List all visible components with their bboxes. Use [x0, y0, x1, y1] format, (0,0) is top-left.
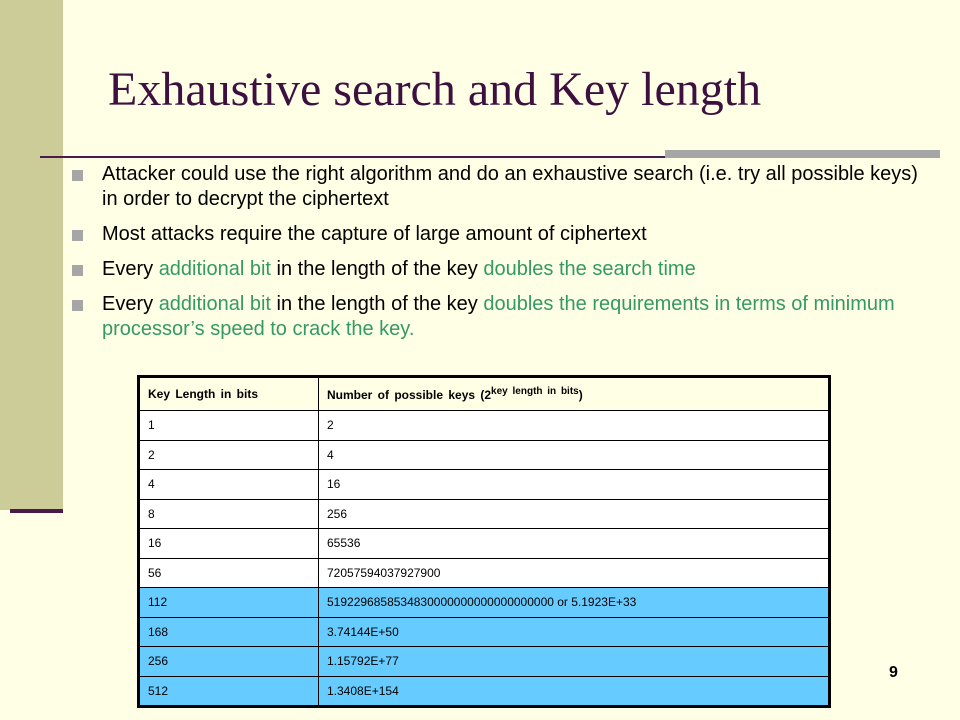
header-exponent: key length in bits [491, 386, 579, 397]
bullet-text: in the length of the key [271, 258, 484, 280]
cell-key-length: 512 [140, 676, 319, 706]
cell-possible-keys: 1.15792E+77 [319, 647, 829, 677]
cell-key-length: 8 [140, 499, 319, 529]
cell-key-length: 56 [140, 558, 319, 588]
bullet-text: Every [102, 293, 159, 315]
bullet-item [72, 162, 932, 212]
bullet-square-icon [72, 230, 83, 241]
cell-key-length: 4 [140, 470, 319, 500]
slide-title: Exhaustive search and Key length [108, 63, 762, 116]
bullet-text: Attacker could use the right algorithm and do an exhaustive search (i.e. try all possible keys) in order to decrypt the ciphertext [102, 163, 918, 210]
bullet-highlight-text: additional bit [158, 293, 271, 315]
header-possible-keys-text: Number of possible keys (2 [327, 388, 492, 402]
cell-possible-keys: 16 [319, 470, 829, 500]
cell-possible-keys: 256 [319, 499, 829, 529]
bullet-text: Every [102, 258, 159, 280]
cell-key-length: 256 [140, 647, 319, 677]
cell-possible-keys: 3.74144E+50 [319, 617, 829, 647]
table-row [140, 529, 829, 559]
table-row [140, 588, 829, 618]
table-row [140, 440, 829, 470]
sidebar-underline [10, 509, 63, 513]
table-row [140, 676, 829, 706]
cell-key-length: 2 [140, 440, 319, 470]
bullet-item [72, 222, 932, 247]
bullet-highlight-text: doubles the requirements in terms of minimum processor’s speed to crack the key. [102, 293, 895, 340]
bullet-highlight-text: additional bit [158, 258, 271, 280]
cell-key-length: 168 [140, 617, 319, 647]
bullet-square-icon [72, 170, 83, 181]
table-row [140, 411, 829, 441]
header-key-length: Key Length in bits [140, 378, 319, 411]
header-paren: ) [578, 388, 583, 402]
cell-key-length: 1 [140, 411, 319, 441]
bullet-item [72, 292, 932, 342]
cell-possible-keys: 5192296858534830000000000000000000 or 5.1923E+33 [319, 588, 829, 618]
bullet-text: Most attacks require the capture of large amount of ciphertext [102, 223, 647, 245]
bullet-item [72, 257, 932, 282]
table-row [140, 647, 829, 677]
table-header-row [140, 378, 829, 411]
bullet-highlight-text: doubles the search time [483, 258, 696, 280]
cell-key-length: 16 [140, 529, 319, 559]
page-number: 9 [889, 664, 898, 681]
cell-possible-keys: 65536 [319, 529, 829, 559]
cell-possible-keys: 1.3408E+154 [319, 676, 829, 706]
header-possible-keys [319, 378, 829, 411]
bullet-list [72, 162, 932, 352]
bullet-square-icon [72, 265, 83, 276]
bullet-text: in the length of the key [271, 293, 484, 315]
decorative-sidebar [0, 0, 63, 510]
table-row [140, 470, 829, 500]
cell-possible-keys: 4 [319, 440, 829, 470]
bullet-square-icon [72, 300, 83, 311]
cell-possible-keys: 72057594037927900 [319, 558, 829, 588]
title-divider-accent [665, 150, 940, 158]
cell-possible-keys: 2 [319, 411, 829, 441]
cell-key-length: 112 [140, 588, 319, 618]
table-row [140, 558, 829, 588]
table-row [140, 499, 829, 529]
key-length-table [137, 375, 831, 708]
table-row [140, 617, 829, 647]
